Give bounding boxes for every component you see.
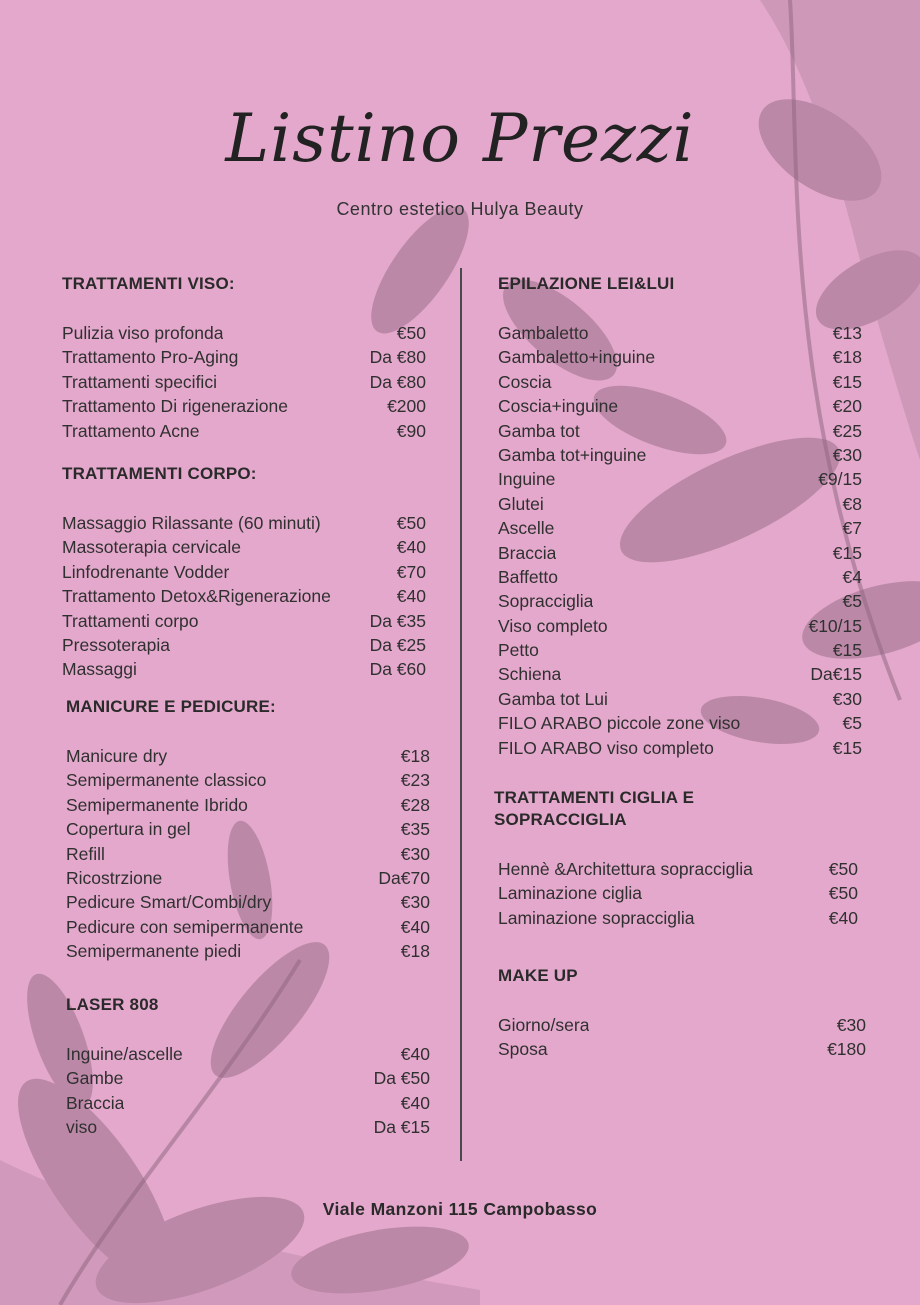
section-ciglia-sopracciglia <box>494 787 858 930</box>
price-list <box>62 511 426 682</box>
service-name: Hennè &Architettura sopracciglia <box>498 859 753 879</box>
service-name: Viso completo <box>498 615 608 636</box>
price-row <box>498 687 862 711</box>
service-name: Pressoterapia <box>62 634 170 655</box>
service-price: Da €60 <box>369 659 426 680</box>
service-name: Giorno/sera <box>498 1015 590 1035</box>
service-name: Manicure dry <box>66 746 168 766</box>
price-row <box>62 584 426 608</box>
service-price: €40 <box>400 916 430 937</box>
service-name: Inguine <box>498 469 556 490</box>
section-title: LASER 808 <box>66 995 159 1014</box>
service-price: €20 <box>832 396 862 417</box>
service-name: Refill <box>66 843 105 864</box>
service-price: €30 <box>400 892 430 913</box>
service-price: Da €80 <box>369 371 426 392</box>
price-row <box>66 890 430 914</box>
service-price: €90 <box>396 420 426 441</box>
price-row <box>62 657 426 681</box>
service-price: Da €15 <box>373 1117 430 1138</box>
price-row <box>498 906 858 930</box>
price-row <box>62 345 426 369</box>
section-title: TRATTAMENTI CORPO: <box>62 464 257 483</box>
service-name: Massoterapia cervicale <box>62 537 241 558</box>
section-title: TRATTAMENTI CIGLIA E SOPRACCIGLIA <box>494 788 695 829</box>
price-row <box>498 1037 866 1061</box>
section-title: TRATTAMENTI VISO: <box>62 274 235 293</box>
service-name: FILO ARABO piccole zone viso <box>498 713 741 734</box>
service-name: Baffetto <box>498 566 559 587</box>
service-price: €5 <box>842 591 862 612</box>
section-trattamenti-corpo <box>62 463 426 682</box>
price-row <box>66 793 430 817</box>
price-row <box>66 1091 430 1115</box>
price-row <box>66 915 430 939</box>
page-subtitle: Centro estetico Hulya Beauty <box>336 199 584 219</box>
service-name: Ricostrzione <box>66 867 163 888</box>
service-price: Da €80 <box>369 347 426 368</box>
service-price: €30 <box>832 444 862 465</box>
service-price: €180 <box>827 1039 866 1060</box>
service-price: €23 <box>400 770 430 791</box>
service-name: Gamba tot <box>498 420 580 441</box>
price-row <box>498 394 862 418</box>
service-name: Coscia+inguine <box>498 396 619 417</box>
service-price: €30 <box>832 688 862 709</box>
service-price: €8 <box>842 493 862 514</box>
service-name: Massaggi <box>62 659 137 680</box>
price-row <box>66 1066 430 1090</box>
price-row <box>498 492 862 516</box>
service-price: €30 <box>400 843 430 864</box>
service-price: €18 <box>832 347 862 368</box>
section-epilazione <box>498 273 862 760</box>
price-row <box>66 842 430 866</box>
service-price: €15 <box>832 542 862 563</box>
service-price: €40 <box>396 586 426 607</box>
section-title: EPILAZIONE LEI&LUI <box>498 274 675 293</box>
price-row <box>498 345 862 369</box>
section-trattamenti-viso <box>62 273 426 443</box>
service-name: Semipermanente classico <box>66 770 267 791</box>
service-name: Inguine/ascelle <box>66 1044 183 1064</box>
service-name: Pedicure Smart/Combi/dry <box>66 892 272 913</box>
service-name: Linfodrenante Vodder <box>62 561 230 582</box>
price-row <box>498 638 862 662</box>
service-name: Laminazione sopracciglia <box>498 907 695 928</box>
service-price: €50 <box>396 513 426 533</box>
service-name: Trattamento Pro-Aging <box>62 347 239 368</box>
service-price: Da €50 <box>373 1068 430 1089</box>
service-price: €40 <box>400 1044 430 1064</box>
service-name: Sposa <box>498 1039 548 1060</box>
service-name: Trattamenti specifici <box>62 371 217 392</box>
price-row <box>62 511 426 535</box>
price-row <box>498 565 862 589</box>
price-list <box>498 857 858 930</box>
price-list <box>62 321 426 443</box>
price-row <box>498 662 862 686</box>
service-price: €50 <box>396 323 426 343</box>
price-row <box>498 541 862 565</box>
service-price: Da€15 <box>810 664 862 685</box>
service-name: Trattamento Acne <box>62 420 200 441</box>
price-row <box>498 736 862 760</box>
service-name: Braccia <box>66 1092 125 1113</box>
price-row <box>66 744 430 768</box>
price-row <box>62 609 426 633</box>
service-name: Sopracciglia <box>498 591 594 612</box>
service-price: Da €35 <box>369 610 426 631</box>
service-price: €10/15 <box>808 615 862 636</box>
service-name: Pulizia viso profonda <box>62 323 224 343</box>
service-price: €50 <box>828 883 858 904</box>
price-row <box>498 370 862 394</box>
service-price: €25 <box>832 420 862 441</box>
service-name: Massaggio Rilassante (60 minuti) <box>62 513 321 533</box>
price-row <box>498 1013 866 1037</box>
column-divider <box>460 268 462 1161</box>
price-row <box>66 866 430 890</box>
service-price: €15 <box>832 737 862 758</box>
service-name: Trattamenti corpo <box>62 610 199 631</box>
price-list <box>66 744 430 964</box>
service-name: Semipermanente piedi <box>66 941 242 962</box>
service-name: Braccia <box>498 542 557 563</box>
service-price: €13 <box>832 323 862 343</box>
service-price: Da €25 <box>369 634 426 655</box>
price-row <box>62 370 426 394</box>
section-laser-808 <box>66 994 430 1140</box>
service-name: Glutei <box>498 493 544 514</box>
service-price: Da€70 <box>378 867 430 888</box>
price-list <box>498 1013 866 1062</box>
service-name: Ascelle <box>498 518 555 539</box>
price-row <box>498 881 858 905</box>
price-list <box>66 1042 430 1140</box>
price-row <box>498 589 862 613</box>
price-row <box>62 394 426 418</box>
service-name: Coscia <box>498 371 552 392</box>
service-price: €35 <box>400 819 430 840</box>
price-row <box>498 614 862 638</box>
price-row <box>66 1115 430 1139</box>
service-name: Trattamento Di rigenerazione <box>62 396 288 417</box>
service-price: €4 <box>842 566 862 587</box>
price-row <box>498 443 862 467</box>
service-name: Laminazione ciglia <box>498 883 642 904</box>
service-price: €200 <box>387 396 426 417</box>
service-price: €7 <box>842 518 862 539</box>
price-row <box>498 467 862 491</box>
service-name: Pedicure con semipermanente <box>66 916 304 937</box>
service-price: €40 <box>400 1092 430 1113</box>
service-price: €30 <box>836 1015 866 1035</box>
service-name: Copertura in gel <box>66 819 191 840</box>
service-price: €50 <box>828 859 858 879</box>
price-row <box>62 321 426 345</box>
price-row <box>498 857 858 881</box>
service-name: Semipermanente Ibrido <box>66 794 248 815</box>
service-name: Gambaletto <box>498 323 589 343</box>
service-price: €40 <box>396 537 426 558</box>
footer-address: Viale Manzoni 115 Campobasso <box>322 1199 598 1219</box>
price-row <box>62 535 426 559</box>
service-price: €5 <box>842 713 862 734</box>
service-name: Schiena <box>498 664 562 685</box>
price-row <box>62 560 426 584</box>
service-price: €18 <box>400 941 430 962</box>
service-price: €15 <box>832 640 862 661</box>
price-row <box>66 768 430 792</box>
service-name: Petto <box>498 640 539 661</box>
service-name: Gamba tot+inguine <box>498 444 647 465</box>
service-name: Gamba tot Lui <box>498 688 608 709</box>
price-row <box>66 939 430 963</box>
service-price: €40 <box>828 907 858 928</box>
page-title: Listino Prezzi <box>225 100 695 177</box>
section-manicure-pedicure <box>66 696 430 964</box>
price-row <box>66 817 430 841</box>
service-price: €9/15 <box>818 469 862 490</box>
section-title: MAKE UP <box>498 966 578 985</box>
service-name: viso <box>66 1117 98 1138</box>
price-row <box>66 1042 430 1066</box>
price-row <box>498 516 862 540</box>
service-price: €28 <box>400 794 430 815</box>
price-row <box>62 419 426 443</box>
service-name: FILO ARABO viso completo <box>498 737 714 758</box>
price-row <box>62 633 426 657</box>
service-name: Gambe <box>66 1068 124 1089</box>
service-name: Trattamento Detox&Rigenerazione <box>62 586 331 607</box>
service-price: €15 <box>832 371 862 392</box>
price-list <box>498 321 862 760</box>
service-name: Gambaletto+inguine <box>498 347 656 368</box>
section-title: MANICURE E PEDICURE: <box>66 697 276 716</box>
price-row <box>498 321 862 345</box>
service-price: €70 <box>396 561 426 582</box>
price-row <box>498 711 862 735</box>
service-price: €18 <box>400 746 430 766</box>
section-make-up <box>498 965 866 1062</box>
price-row <box>498 419 862 443</box>
